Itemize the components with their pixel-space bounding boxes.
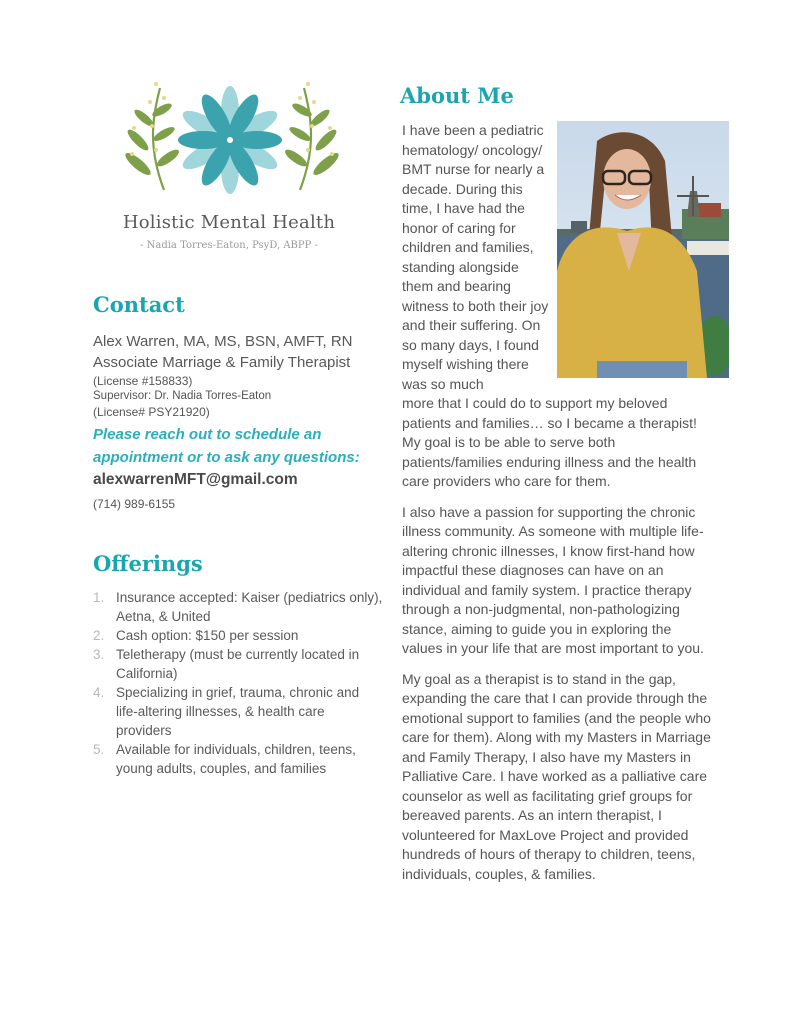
contact-section [93, 331, 393, 511]
offering-item [93, 740, 383, 778]
therapist-name: Alex Warren, MA, MS, BSN, AMFT, RN [93, 333, 353, 350]
about-text [402, 121, 714, 895]
reach-out-text [93, 423, 393, 469]
about-paragraph-1b: more that I could do to support my beloved patients and families… so I became a therapist! My goal is to be able to serve both patients/families enduring illness and the health care providers who care for them. [402, 395, 697, 489]
offering-number: 3. [93, 647, 105, 662]
email-link[interactable]: alexwarrenMFT@gmail.com [93, 471, 298, 488]
reach-out-line-2: appointment or to ask any questions: [93, 449, 360, 466]
supervisor: Supervisor: Dr. Nadia Torres-Eaton [93, 390, 272, 402]
therapist-title: Associate Marriage & Family Therapist [93, 354, 351, 371]
reach-out-line-1: Please reach out to schedule an [93, 426, 322, 443]
right-branch-icon [283, 82, 342, 190]
about-paragraph-3: My goal as a therapist is to stand in the gap, expanding the care that I can provide through the emotional support to families (and the people who care for them). Along with my Masters in Marriage and Family Therapy, I also have my Masters in Palliative Care. I have worked as a palliative care counselor as well as facilitating grief groups for bereaved parents. As an intern therapist, I volunteered for MaxLove Project and provided hundreds of hours of therapy to children, teens, individuals, couples, & families. [402, 670, 711, 882]
offering-text: Available for individuals, children, teens, young adults, couples, and families [116, 742, 356, 776]
offering-number: 4. [93, 685, 105, 700]
flower-logo-icon [112, 78, 352, 208]
offering-number: 1. [93, 590, 105, 605]
about-paragraph-1a: I have been a pediatric hematology/ oncology/ BMT nurse for nearly a decade. During this time, I have had the honor of caring for children and families, standing alongside them and bearing witness to both their joy and their suffering. On so many days, I found myself wishing there was so much [402, 122, 549, 392]
offering-text: Insurance accepted: Kaiser (pediatrics only), Aetna, & United [116, 590, 383, 624]
offering-text: Teletherapy (must be currently located in California) [116, 647, 360, 681]
contact-heading: Contact [93, 292, 185, 317]
offering-item [93, 645, 383, 683]
offering-item [93, 588, 383, 626]
brand-subtitle: - Nadia Torres-Eaton, PsyD, ABPP - [140, 240, 318, 251]
about-heading: About Me [400, 83, 514, 108]
about-paragraph-2: I also have a passion for supporting the chronic illness community. As someone with multiple life-altering chronic illnesses, I know first-hand how impactful these diagnoses can have on an individual and family system. I practice therapy through a non-judgmental, non-pathologizing stance, aiming to guide you in exploring the values in your life that are most important to you. [402, 503, 704, 656]
offerings-list [93, 588, 383, 778]
offering-text: Specializing in grief, trauma, chronic and life-altering illnesses, & health care providers [116, 685, 360, 738]
flower-icon [178, 86, 282, 194]
license-number: (License #158833) [93, 374, 193, 388]
offering-number: 2. [93, 628, 105, 643]
supervisor-license: (License# PSY21920) [93, 405, 210, 419]
offering-number: 5. [93, 742, 105, 757]
offering-text: Cash option: $150 per session [116, 628, 299, 643]
offering-item [93, 683, 383, 740]
phone-number[interactable]: (714) 989-6155 [93, 497, 176, 511]
left-branch-icon [123, 82, 182, 190]
offering-item [93, 626, 383, 645]
brand-name: Holistic Mental Health [122, 212, 336, 233]
offerings-heading: Offerings [93, 551, 203, 576]
